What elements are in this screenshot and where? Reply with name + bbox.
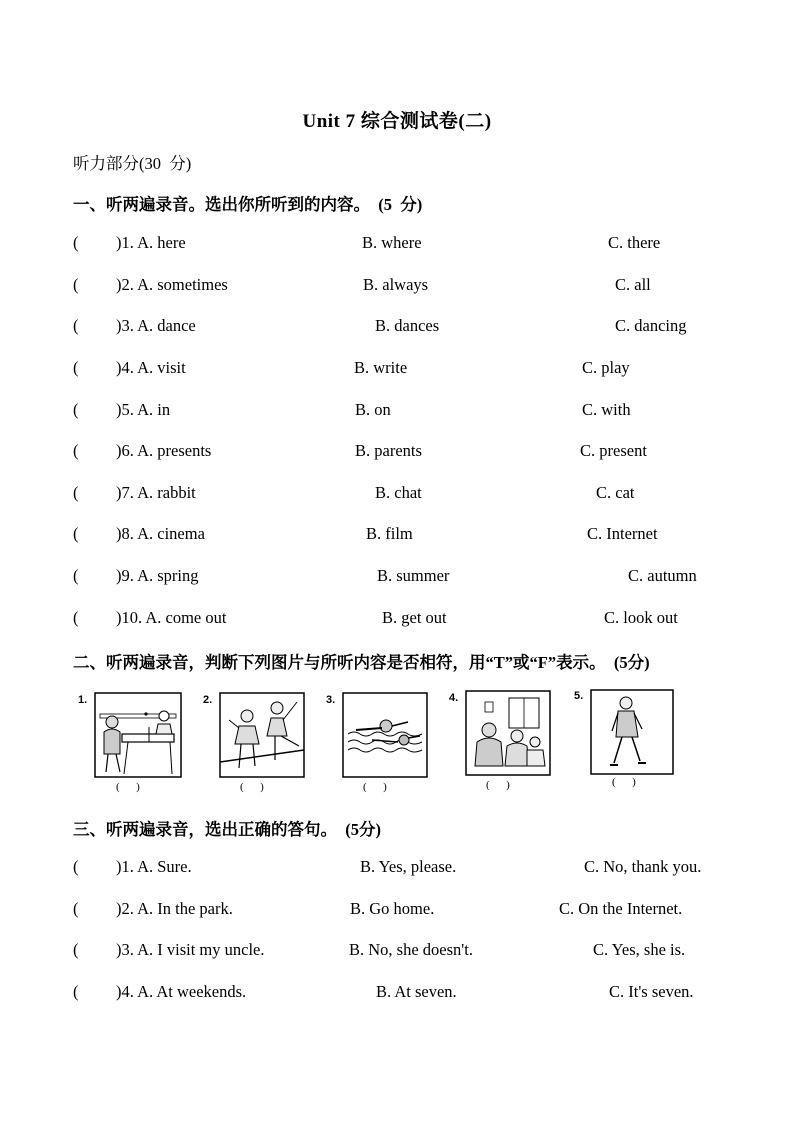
answer-paren: ( [73,441,79,460]
option-a: )2. A. sometimes [116,275,228,294]
option-b: B. Go home. [350,899,435,918]
option-c: C. It's seven. [609,982,694,1001]
option-a: )9. A. spring [116,566,199,585]
option-a: )1. A. here [116,233,186,252]
answer-paren: ( [73,400,79,419]
picture-number: 1. [78,694,88,706]
option-b: B. where [362,233,422,252]
option-c: C. Yes, she is. [593,940,686,959]
picture-number: 3. [326,694,336,706]
listening-header: 听力部分(30 分) [73,154,192,173]
option-b: B. get out [382,608,447,627]
option-b: B. summer [377,566,450,585]
option-a: )4. A. At weekends. [116,982,247,1001]
option-c: C. with [582,400,631,419]
option-a: )5. A. in [116,400,171,419]
section3-heading: 三、听两遍录音，选出正确的答句。 (5分) [73,820,381,839]
option-a: )8. A. cinema [116,524,205,543]
picture-number: 2. [203,694,213,706]
option-b: B. Yes, please. [360,857,457,876]
answer-paren: ( [73,524,79,543]
answer-paren: ( [73,358,79,377]
option-b: B. always [363,275,429,294]
option-c: C. cat [596,483,635,502]
answer-paren: ( [73,940,79,959]
option-a: )6. A. presents [116,441,212,460]
option-b: B. No, she doesn't. [349,940,473,959]
answer-paren: ( ) [116,781,140,793]
answer-paren: ( [73,233,79,252]
picture-number: 5. [574,690,584,702]
option-c: C. autumn [628,566,697,585]
answer-paren: ( [73,566,79,585]
option-a: )3. A. dance [116,316,196,335]
answer-paren: ( [73,316,79,335]
option-b: B. parents [355,441,422,460]
answer-paren: ( [73,857,79,876]
swimming-picture [342,692,428,778]
page-title: Unit 7 综合测试卷(二) [302,111,492,132]
option-c: C. On the Internet. [559,899,683,918]
option-c: C. No, thank you. [584,857,702,876]
option-c: C. all [615,275,651,294]
answer-paren: ( [73,982,79,1001]
option-c: C. present [580,441,647,460]
answer-paren: ( [73,483,79,502]
dancing-picture [219,692,305,778]
answer-paren: ( [73,899,79,918]
option-b: B. on [355,400,391,419]
boy-walking-picture [590,689,674,775]
option-a: )10. A. come out [116,608,227,627]
option-c: C. dancing [615,316,687,335]
option-c: C. Internet [587,524,658,543]
option-a: )2. A. In the park. [116,899,233,918]
option-a: )3. A. I visit my uncle. [116,940,265,959]
answer-paren: ( ) [612,776,636,788]
option-a: )4. A. visit [116,358,186,377]
answer-paren: ( ) [486,779,510,791]
option-c: C. play [582,358,630,377]
option-a: )7. A. rabbit [116,483,196,502]
option-b: B. At seven. [376,982,457,1001]
answer-paren: ( ) [363,781,387,793]
option-b: B. dances [375,316,440,335]
option-b: B. write [354,358,408,377]
option-b: B. chat [375,483,422,502]
option-c: C. look out [604,608,678,627]
section2-heading: 二、听两遍录音，判断下列图片与所听内容是否相符，用“T”或“F”表示。 (5分) [73,653,650,672]
section1-heading: 一、听两遍录音。选出你所听到的内容。 (5 分) [73,195,423,214]
option-c: C. there [608,233,661,252]
picture-number: 4. [449,692,459,704]
family-room-picture [465,690,551,776]
answer-paren: ( [73,608,79,627]
answer-paren: ( [73,275,79,294]
ping-pong-picture [94,692,182,778]
option-a: )1. A. Sure. [116,857,192,876]
answer-paren: ( ) [240,781,264,793]
option-b: B. film [366,524,413,543]
